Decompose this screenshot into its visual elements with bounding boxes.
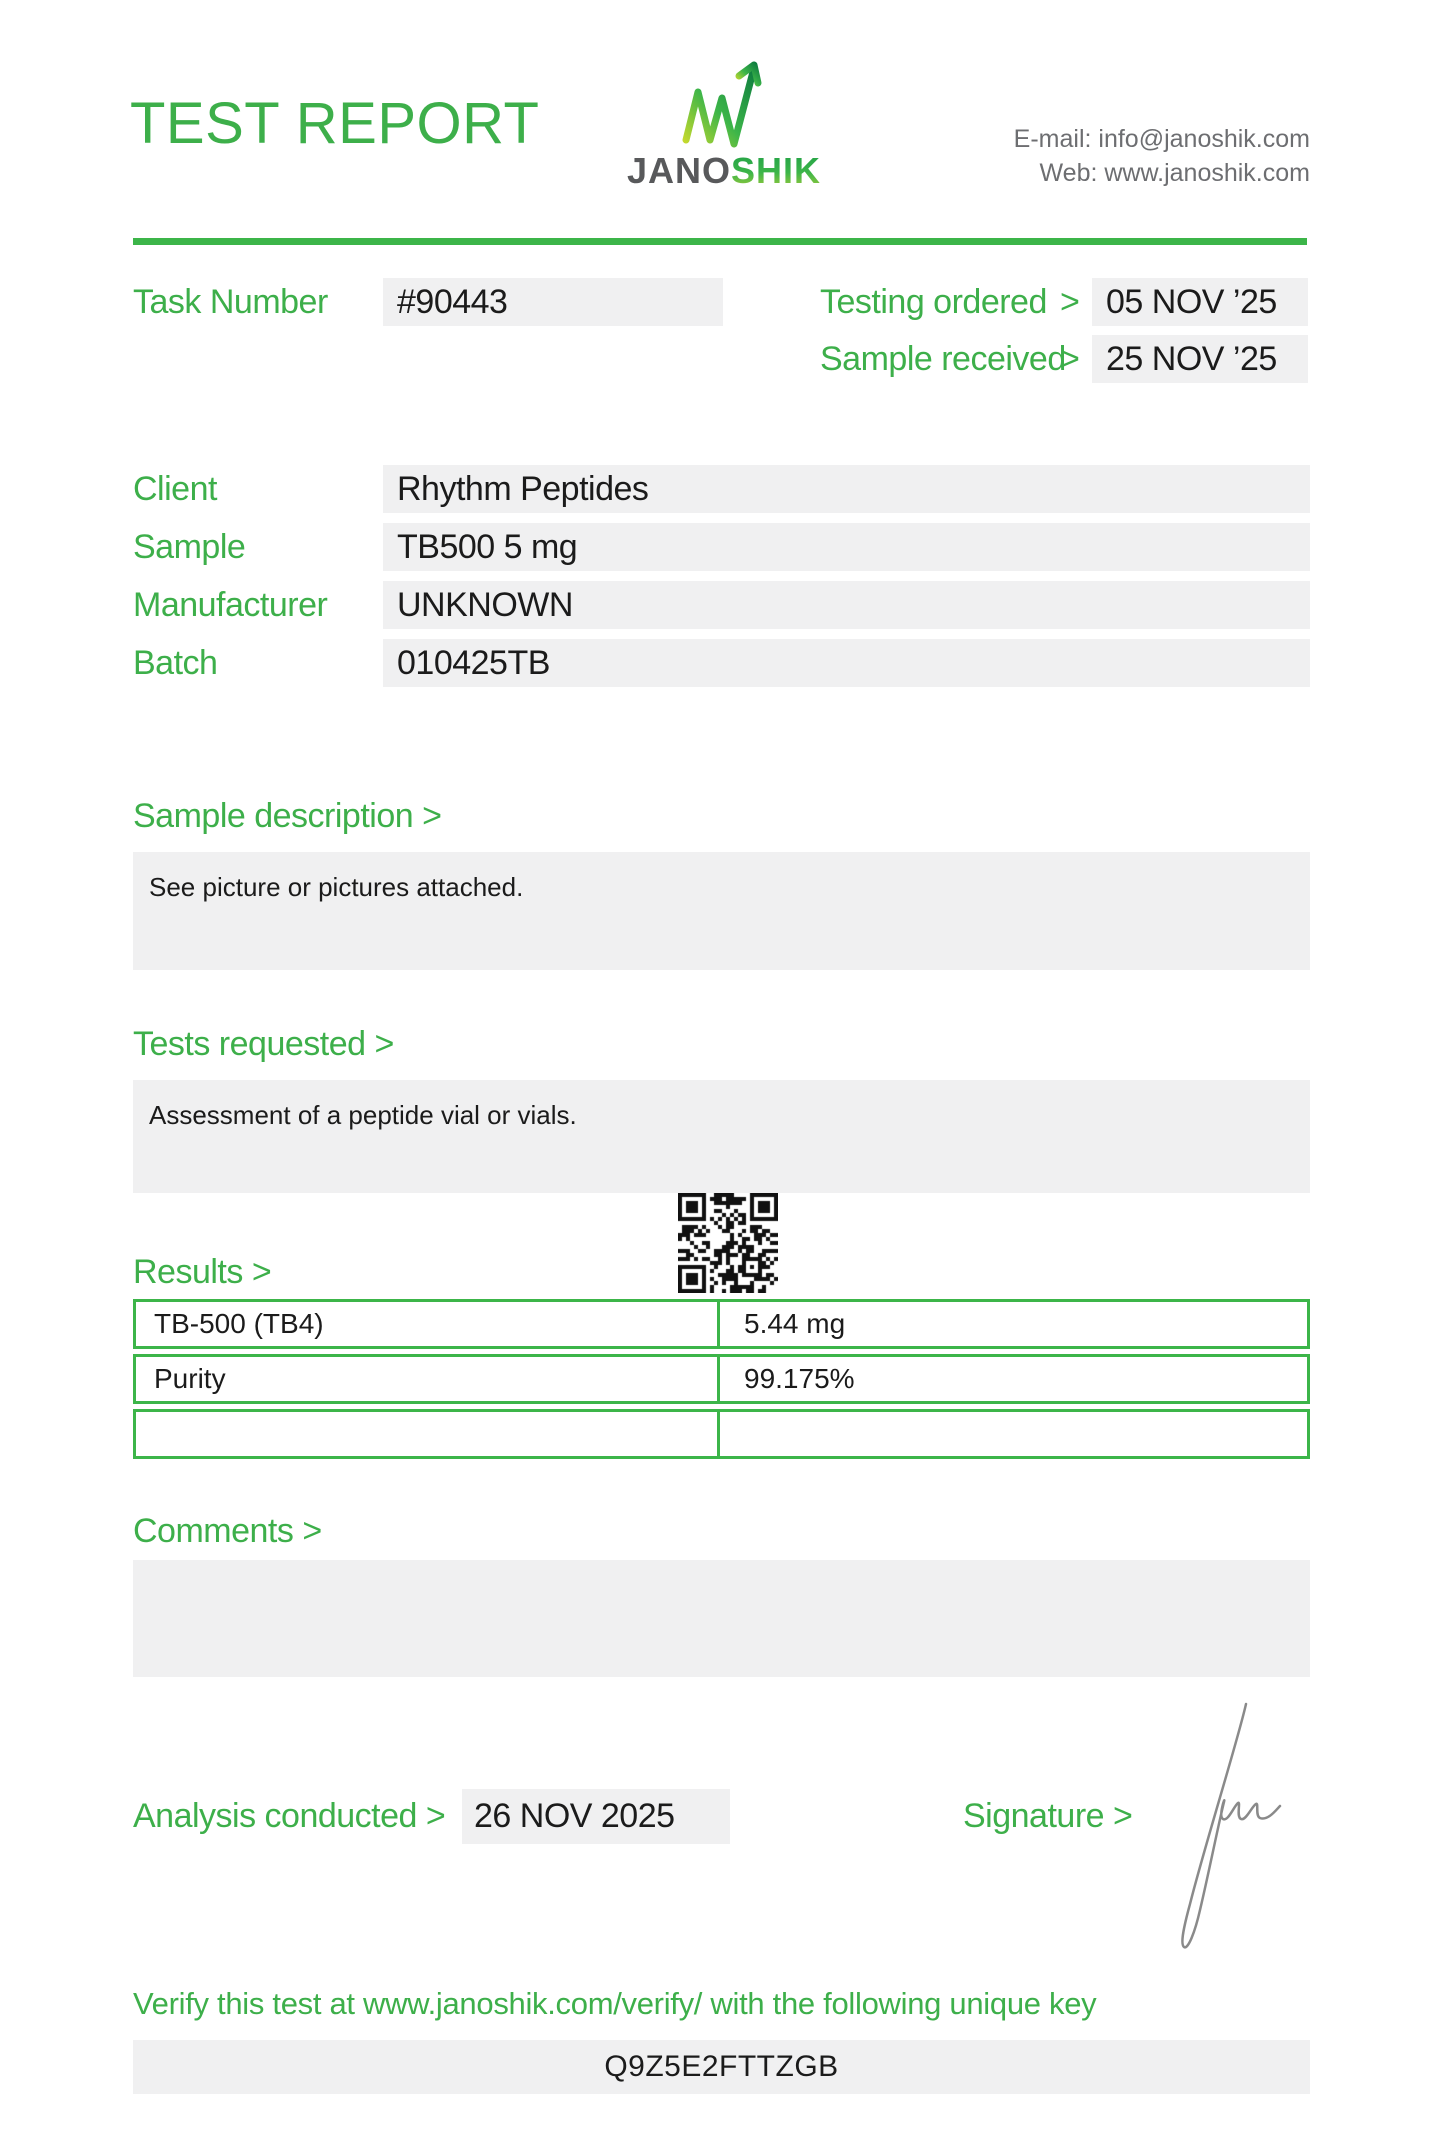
manufacturer-label: Manufacturer [133, 586, 328, 624]
result-value: 5.44 mg [744, 1308, 846, 1339]
analysis-conducted-label: Analysis conducted > [133, 1797, 446, 1835]
sample-description-box: See picture or pictures attached. [133, 852, 1310, 970]
results-table [133, 1299, 1310, 1464]
sample-label: Sample [133, 528, 246, 566]
result-row [133, 1354, 1310, 1404]
sample-received-value: 25 NOV ’25 [1092, 335, 1308, 383]
comments-title: Comments > [133, 1512, 322, 1550]
result-analyte: TB-500 (TB4) [136, 1302, 720, 1346]
logo-word-jano: JANO [626, 150, 731, 191]
testing-ordered-arrow: > [1060, 283, 1080, 321]
manufacturer-value: UNKNOWN [383, 581, 1310, 629]
comments-box [133, 1560, 1310, 1677]
sample-received-arrow: > [1060, 340, 1080, 378]
testing-ordered-value: 05 NOV ’25 [1092, 278, 1308, 326]
tests-requested-title: Tests requested > [133, 1025, 394, 1063]
batch-label: Batch [133, 644, 218, 682]
growth-chart-icon [678, 56, 770, 148]
result-analyte [136, 1412, 720, 1456]
verify-key: Q9Z5E2FTTZGB [133, 2040, 1310, 2094]
contact-email: E-mail: info@janoshik.com [1013, 125, 1310, 153]
janoshik-logo [609, 56, 839, 192]
batch-value: 010425TB [383, 639, 1310, 687]
logo-wordmark [609, 150, 839, 192]
client-value: Rhythm Peptides [383, 465, 1310, 513]
logo-word-shik: SHIK [731, 150, 822, 191]
page-title: TEST REPORT [130, 91, 540, 156]
task-number-label: Task Number [133, 283, 328, 321]
testing-ordered-label: Testing ordered [820, 283, 1047, 321]
contact-web: Web: www.janoshik.com [1039, 159, 1310, 187]
sample-description-title: Sample description > [133, 797, 442, 835]
header-divider-rule [133, 238, 1307, 245]
result-value: 99.175% [744, 1363, 855, 1394]
tests-requested-box: Assessment of a peptide vial or vials. [133, 1080, 1310, 1193]
result-row-empty [133, 1409, 1310, 1459]
result-analyte: Purity [136, 1357, 720, 1401]
result-value [720, 1412, 1307, 1456]
qr-code [678, 1193, 778, 1293]
sample-received-label: Sample received [820, 340, 1066, 378]
client-label: Client [133, 470, 217, 508]
results-title: Results > [133, 1253, 272, 1291]
signature-label: Signature > [963, 1797, 1133, 1835]
verify-instruction: Verify this test at www.janoshik.com/verify/ with the following unique key [133, 1986, 1097, 2021]
contact-block [1014, 122, 1310, 190]
task-number-value: #90443 [383, 278, 723, 326]
result-row [133, 1299, 1310, 1349]
analysis-conducted-value: 26 NOV 2025 [462, 1789, 730, 1844]
sample-value: TB500 5 mg [383, 523, 1310, 571]
signature-image [1148, 1698, 1283, 1960]
